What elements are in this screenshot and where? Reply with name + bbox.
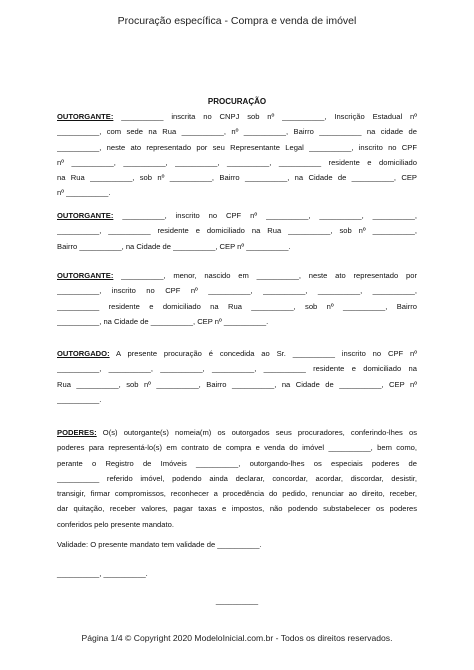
poderes-line-5: transigir, firmar compromissos, reconhecer a procedência do pedido, renunciar ao direito, receber, — [57, 489, 417, 499]
outorgante-3-line-2: __________, inscrito no CPF nº __________, __________, __________, __________, — [57, 286, 417, 296]
outorgado-line-3: Rua __________, sob nº __________, Bairro __________, na Cidade de __________, CEP nº — [57, 379, 417, 389]
poderes-line-1: PODERES: O(s) outorgante(s) nomeia(m) os outorgados seus procuradores, conferindo-lhes os — [57, 428, 417, 437]
outorgado-section — [57, 346, 417, 407]
outorgante-1-label: OUTORGANTE: — [57, 112, 114, 121]
signature-line: __________ — [215, 596, 259, 605]
outorgante-2-label: OUTORGANTE: — [57, 211, 114, 220]
poderes-section — [57, 425, 417, 532]
poderes-line-7: conferidos pelo presente mandato. — [57, 519, 174, 529]
outorgante-1-line-2: __________, com sede na Rua __________, nº __________, Bairro __________ na cidade de — [57, 127, 417, 137]
outorgante-2-line-2: __________, __________ residente e domiciliado na Rua __________, sob nº __________, — [57, 226, 417, 236]
outorgante-1-line-1: OUTORGANTE: __________ inscrita no CNPJ sob nº __________, Inscrição Estadual nº — [57, 112, 417, 121]
poderes-label: PODERES: — [57, 428, 97, 437]
page-footer: Página 1/4 © Copyright 2020 ModeloInicial.com.br - Todos os direitos reservados. — [81, 633, 393, 643]
outorgante-2-line-1: OUTORGANTE: __________, inscrito no CPF nº __________, __________, __________, — [57, 211, 417, 220]
outorgante-3-line-3: __________ residente e domiciliado na Rua __________, sob nº __________, Bairro — [57, 301, 417, 311]
outorgante-2-section — [57, 208, 417, 254]
outorgado-line-4: __________. — [57, 394, 102, 404]
validade-text: Validade: O presente mandato tem validade de __________. — [57, 540, 262, 549]
outorgante-1-section — [57, 109, 417, 201]
outorgante-1-line-6: nº __________. — [57, 188, 111, 198]
document-title: PROCURAÇÃO — [207, 97, 267, 106]
poderes-line-4: __________ referido imóvel, podendo ainda declarar, concordar, acordar, discordar, desistir, — [57, 473, 417, 483]
page-header-title: Procuração específica - Compra e venda de imóvel — [117, 15, 357, 27]
outorgante-1-line-5: na Rua __________, sob nº __________, Bairro __________, na Cidade de __________, CEP — [57, 173, 417, 183]
outorgado-line-2: __________, __________, __________, __________, __________ residente e domiciliado na — [57, 364, 417, 374]
outorgante-2-line-3: Bairro __________, na Cidade de __________, CEP nº __________. — [57, 241, 291, 251]
validade-section — [57, 537, 417, 552]
poderes-line-2: poderes para representá-lo(s) em contrato de compra e venda do imóvel __________, bem como, — [57, 443, 417, 453]
place-date-line: __________, __________. — [57, 569, 148, 578]
outorgado-line-1: OUTORGADO: A presente procuração é concedida ao Sr. __________ inscrito no CPF nº — [57, 349, 417, 358]
outorgante-3-line-1: OUTORGANTE: __________, menor, nascido em __________, neste ato representado por — [57, 271, 417, 280]
outorgante-3-line-4: __________, na Cidade de __________, CEP nº __________. — [57, 316, 269, 326]
outorgante-3-section — [57, 268, 417, 329]
outorgante-1-line-4: nº __________, __________, __________, __________, __________ residente e domiciliado — [57, 157, 417, 167]
outorgante-3-label: OUTORGANTE: — [57, 271, 114, 280]
outorgante-1-line-3: __________, neste ato representado por seu Representante Legal __________, inscrito no CPF — [57, 142, 417, 152]
poderes-line-6: dar quitação, receber valores, pagar taxas e impostos, não podendo substabelecer os poderes — [57, 504, 417, 514]
poderes-line-3: perante o Registro de Imóveis __________, outorgando-lhes os especiais poderes de — [57, 458, 417, 468]
outorgado-label: OUTORGADO: — [57, 349, 110, 358]
